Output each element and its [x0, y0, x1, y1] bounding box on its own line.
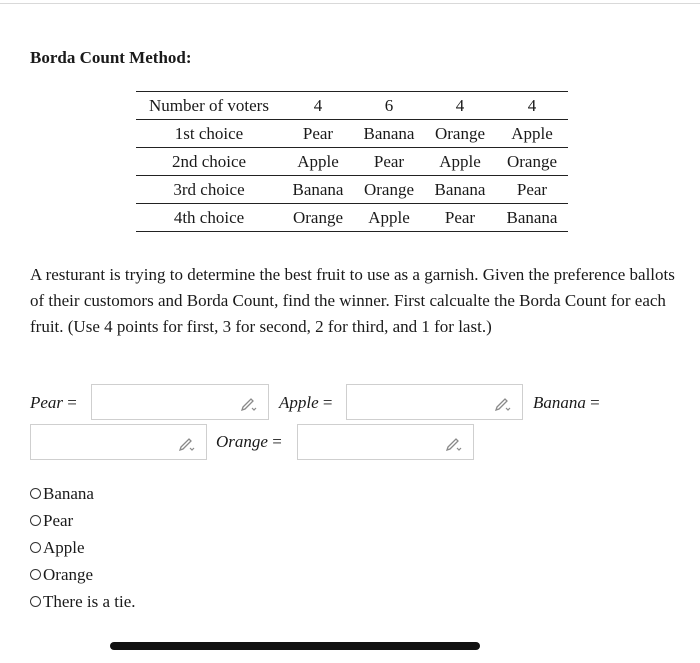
pencil-icon[interactable]	[240, 395, 258, 411]
banana-input[interactable]	[30, 424, 207, 460]
pear-input[interactable]	[91, 384, 269, 420]
table-cell: Orange	[424, 120, 496, 148]
radio-button[interactable]	[30, 515, 41, 526]
table-cell: Banana	[282, 176, 354, 204]
pencil-icon[interactable]	[494, 395, 512, 411]
table-cell: Orange	[282, 204, 354, 232]
pencil-icon[interactable]	[178, 435, 196, 451]
option-tie[interactable]	[30, 588, 136, 615]
option-apple[interactable]	[30, 534, 136, 561]
pear-label-text: Pear	[30, 393, 64, 412]
table-cell: Apple	[496, 120, 568, 148]
table-cell: Pear	[282, 120, 354, 148]
apple-label	[279, 393, 333, 413]
table-cell: Banana	[496, 204, 568, 232]
apple-input[interactable]	[346, 384, 523, 420]
table-cell: Apple	[424, 148, 496, 176]
table-cell: Pear	[424, 204, 496, 232]
table-cell: Apple	[354, 204, 424, 232]
orange-label-text: Orange	[216, 432, 268, 451]
option-label: Orange	[43, 564, 94, 584]
orange-label	[216, 432, 282, 452]
option-banana[interactable]	[30, 480, 136, 507]
problem-prompt: A resturant is trying to determine the best fruit to use as a garnish. Given the preference ballots of their customors and Borda Count, find the winner. First calcualte the Borda Count for each fruit. (Use 4 points for first, 3 for second, 2 for third, and 1 for last.)	[30, 265, 675, 336]
equals-sign: =	[272, 432, 282, 451]
table-cell: 4th choice	[136, 204, 282, 232]
section-heading: Borda Count Method:	[30, 48, 192, 67]
option-orange[interactable]	[30, 561, 136, 588]
table-cell: Pear	[354, 148, 424, 176]
table-cell: 3rd choice	[136, 176, 282, 204]
option-label: Apple	[43, 537, 85, 557]
table-cell: Banana	[354, 120, 424, 148]
apple-label-text: Apple	[279, 393, 319, 412]
winner-options	[30, 480, 136, 615]
option-label: There is a tie.	[43, 591, 136, 611]
horizontal-scrollbar[interactable]	[110, 642, 480, 650]
equals-sign: =	[67, 393, 77, 412]
table-row	[136, 204, 568, 232]
table-cell: 4	[424, 92, 496, 120]
table-row	[136, 92, 568, 120]
table-cell: Orange	[354, 176, 424, 204]
table-cell: 6	[354, 92, 424, 120]
pear-label	[30, 393, 77, 413]
option-label: Pear	[43, 510, 74, 530]
table-cell: Pear	[496, 176, 568, 204]
table-cell: 4	[496, 92, 568, 120]
top-divider	[0, 3, 700, 4]
equals-sign: =	[322, 393, 333, 412]
option-pear[interactable]	[30, 507, 136, 534]
table-cell: 2nd choice	[136, 148, 282, 176]
table-cell: Number of voters	[136, 92, 282, 120]
radio-button[interactable]	[30, 542, 41, 553]
banana-label-text: Banana	[533, 393, 586, 412]
table-row	[136, 120, 568, 148]
table-row	[136, 176, 568, 204]
table-row	[136, 148, 568, 176]
table-cell: Orange	[496, 148, 568, 176]
pencil-icon[interactable]	[445, 435, 463, 451]
radio-button[interactable]	[30, 596, 41, 607]
table-cell: Apple	[282, 148, 354, 176]
banana-label	[533, 393, 600, 413]
table-cell: 1st choice	[136, 120, 282, 148]
option-label: Banana	[43, 483, 94, 503]
preference-table	[136, 91, 568, 232]
table-cell: Banana	[424, 176, 496, 204]
equals-sign: =	[590, 393, 600, 412]
radio-button[interactable]	[30, 569, 41, 580]
radio-button[interactable]	[30, 488, 41, 499]
table-cell: 4	[282, 92, 354, 120]
orange-input[interactable]	[297, 424, 474, 460]
